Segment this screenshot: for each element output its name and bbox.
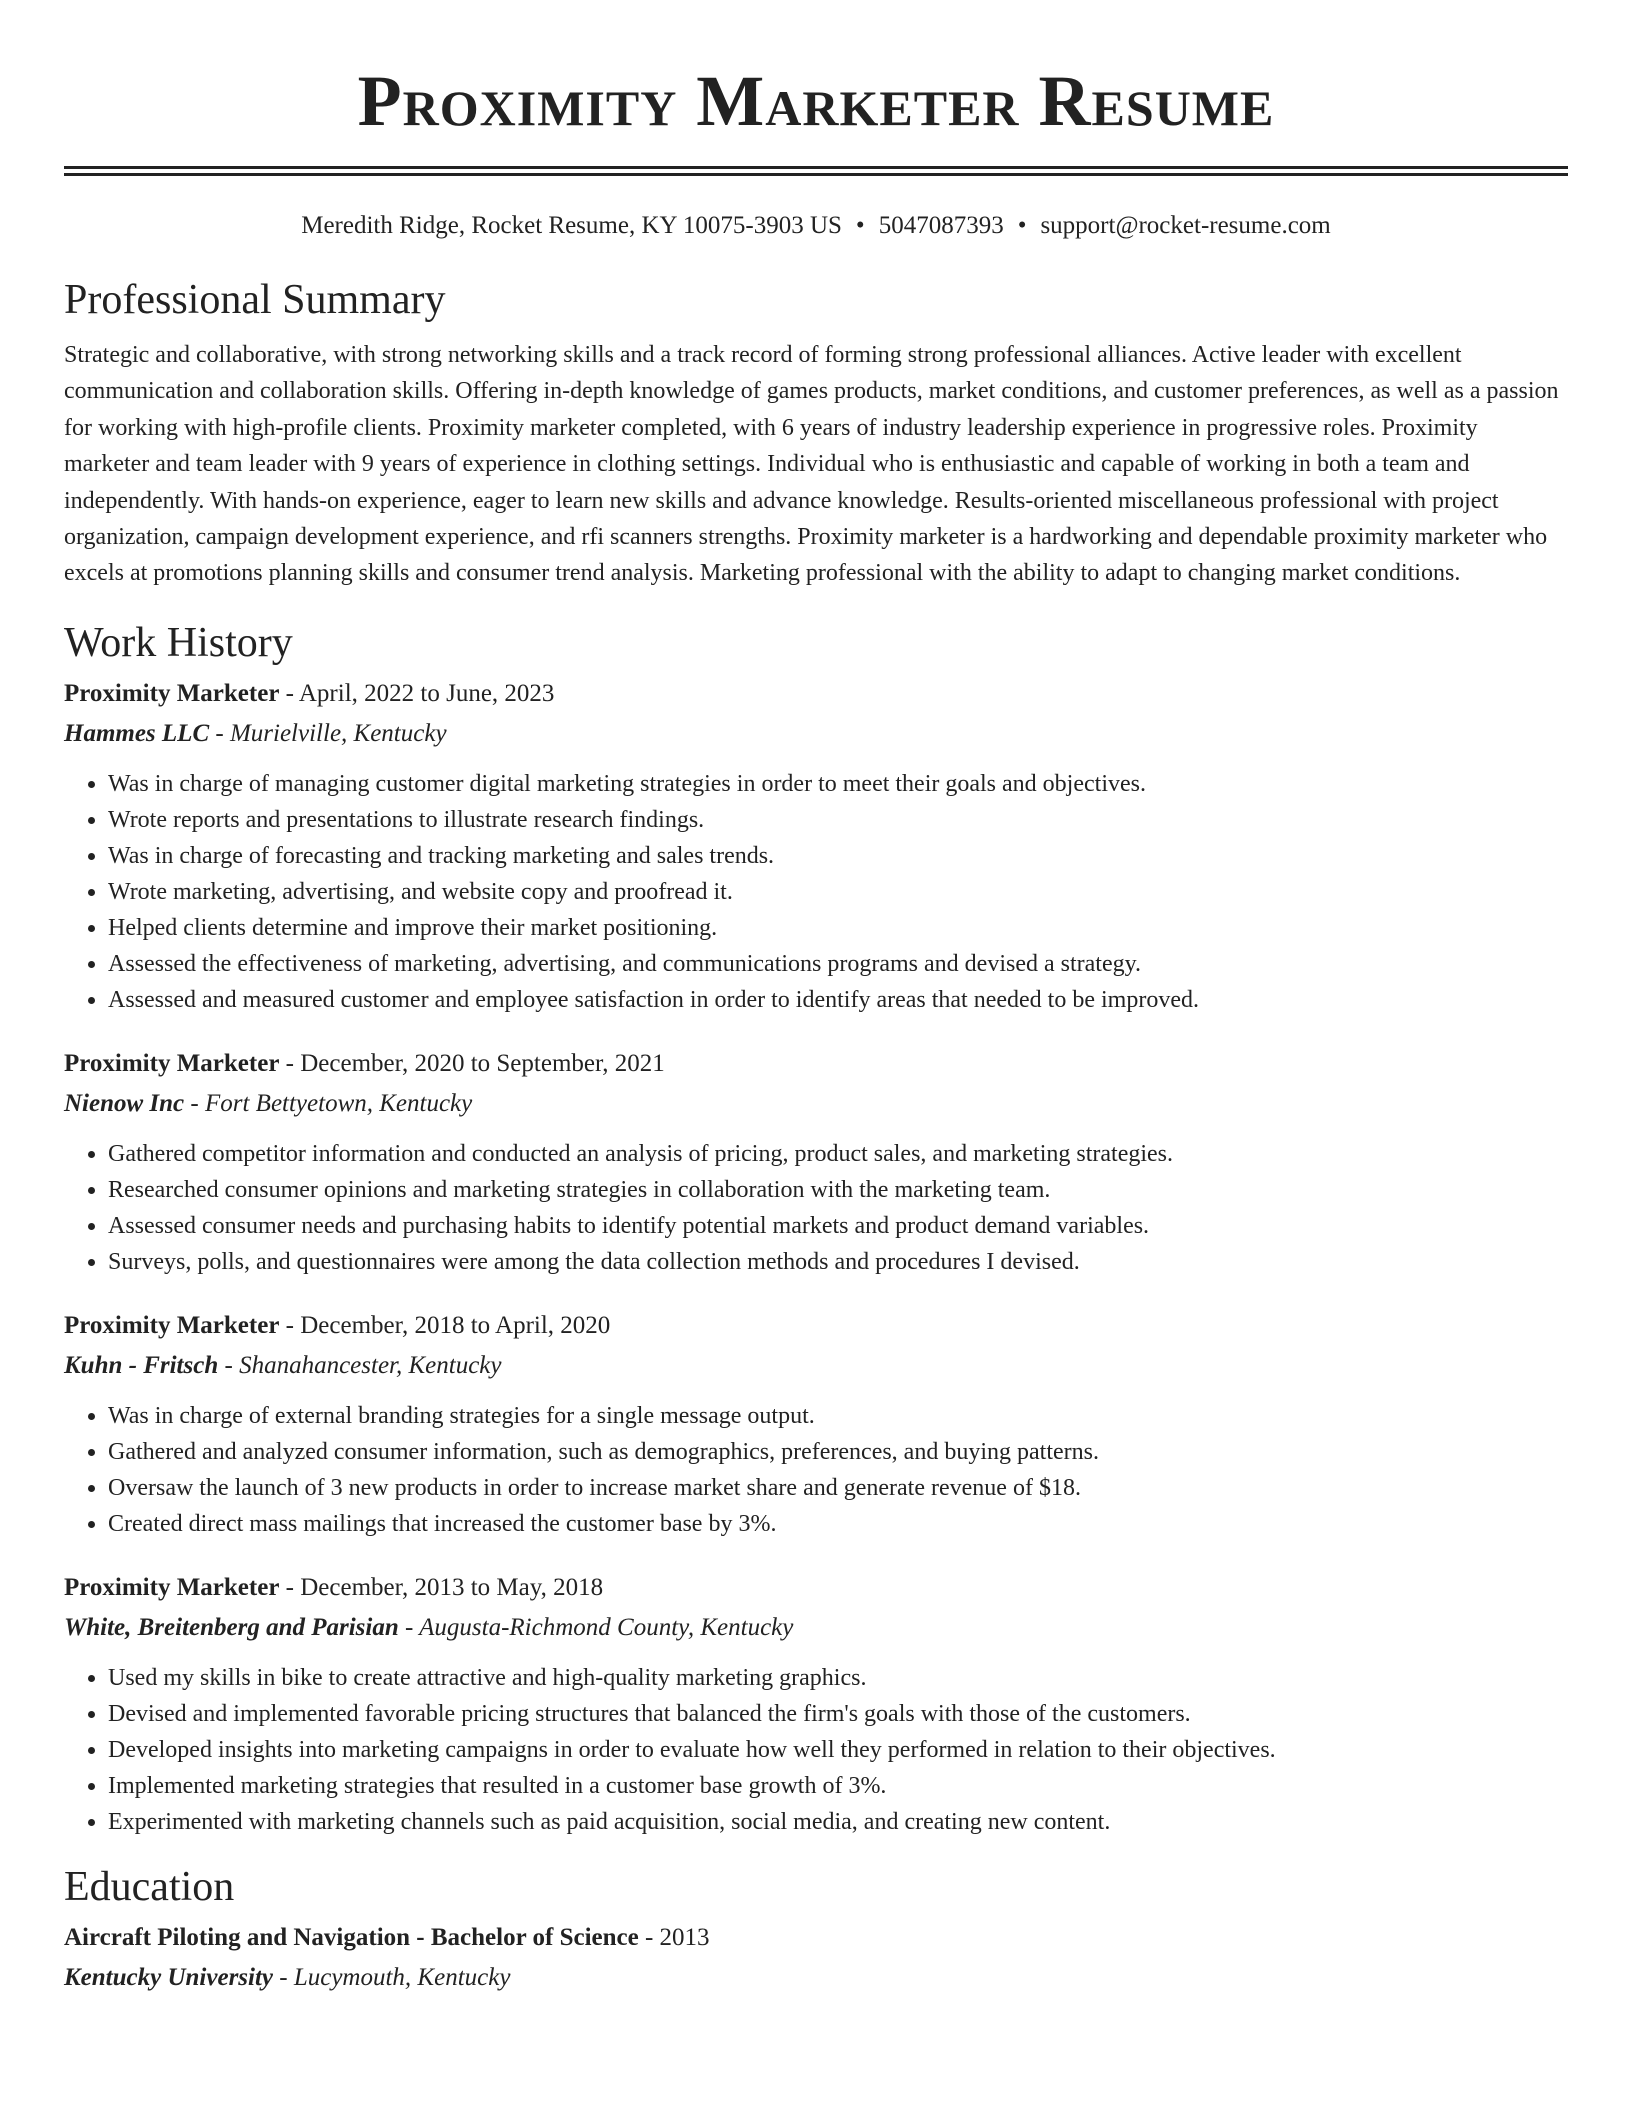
job-dates: - December, 2020 to September, 2021	[279, 1049, 665, 1077]
job-bullet: • Created direct mass mailings that increased the customer base by 3%.	[108, 1506, 1568, 1542]
education-heading: Education	[64, 1863, 235, 1910]
job-bullet: • Helped clients determine and improve their market positioning.	[108, 910, 1568, 946]
job-bullet: • Gathered competitor information and conducted an analysis of pricing, product sales, and marketing strategies.	[108, 1136, 1568, 1172]
job-bullet: • Assessed and measured customer and employee satisfaction in order to identify areas that needed to be improved.	[108, 982, 1568, 1018]
job-company-line	[64, 1084, 1568, 1124]
contact-line	[64, 210, 1568, 242]
job-location: - Fort Bettyetown, Kentucky	[184, 1089, 473, 1117]
job-bullet: • Wrote marketing, advertising, and website copy and proofread it.	[108, 874, 1568, 910]
summary-text: Strategic and collaborative, with strong networking skills and a track record of forming strong professional alliances. Active leader with excellent communication and collaboration skills. Offering in-depth knowledge of games products, market conditions, and customer preferences, as well as a passion for working with high-profile clients. Proximity marketer completed, with 6 years of industry leadership experience in progressive roles. Proximity marketer and team leader with 9 years of experience in clothing settings. Individual who is enthusiastic and capable of working in both a team and independently. With hands-on experience, eager to learn new skills and advance knowledge. Results-oriented miscellaneous professional with project organization, campaign development experience, and rfi scanners strengths. Proximity marketer is a hardworking and dependable proximity marketer who excels at promotions planning skills and consumer trend analysis. Marketing professional with the ability to adapt to changing market conditions.	[64, 342, 1559, 587]
job-bullet: • Developed insights into marketing campaigns in order to evaluate how well they performed in relation to their objectives.	[108, 1732, 1568, 1768]
contact-email: support@rocket-resume.com	[1040, 212, 1331, 239]
job-bullet: • Was in charge of managing customer digital marketing strategies in order to meet their goals and objectives.	[108, 766, 1568, 802]
education-location: - Lucymouth, Kentucky	[273, 1963, 511, 1991]
job-heading	[64, 1306, 1568, 1346]
job-company: Kuhn - Fritsch	[64, 1351, 219, 1379]
job-entry	[64, 674, 1568, 1018]
job-title: Proximity Marketer	[64, 1573, 280, 1601]
job-company: Hammes LLC	[64, 719, 210, 747]
job-dates: - December, 2013 to May, 2018	[279, 1573, 604, 1601]
job-bullet: • Experimented with marketing channels such as paid acquisition, social media, and creating new content.	[108, 1804, 1568, 1840]
job-bullets	[64, 766, 1568, 1018]
education-entry	[64, 1918, 1568, 1998]
job-heading	[64, 1568, 1568, 1608]
job-heading	[64, 674, 1568, 714]
education-school-line	[64, 1958, 1568, 1998]
job-bullets	[64, 1136, 1568, 1280]
job-bullets	[64, 1660, 1568, 1840]
job-bullet: • Used my skills in bike to create attractive and high-quality marketing graphics.	[108, 1660, 1568, 1696]
job-company-line	[64, 714, 1568, 754]
summary-heading: Professional Summary	[64, 277, 446, 323]
job-bullet: • Was in charge of forecasting and tracking marketing and sales trends.	[108, 838, 1568, 874]
job-entry	[64, 1306, 1568, 1542]
contact-phone: 5047087393	[878, 212, 1004, 239]
job-title: Proximity Marketer	[64, 679, 280, 707]
job-company-line	[64, 1608, 1568, 1648]
job-bullet: • Assessed consumer needs and purchasing habits to identify potential markets and product demand variables.	[108, 1208, 1568, 1244]
job-location: - Shanahancester, Kentucky	[218, 1351, 502, 1379]
job-company-line	[64, 1346, 1568, 1386]
job-heading	[64, 1044, 1568, 1084]
job-bullet: • Implemented marketing strategies that resulted in a customer base growth of 3%.	[108, 1768, 1568, 1804]
job-bullet: • Wrote reports and presentations to illustrate research findings.	[108, 802, 1568, 838]
education-degree-line	[64, 1918, 1568, 1958]
job-dates: - December, 2018 to April, 2020	[279, 1311, 611, 1339]
job-bullet: • Was in charge of external branding strategies for a single message output.	[108, 1398, 1568, 1434]
job-company: White, Breitenberg and Parisian	[64, 1613, 399, 1641]
job-bullet: • Oversaw the launch of 3 new products in order to increase market share and generate revenue of $18.	[108, 1470, 1568, 1506]
job-bullet: • Gathered and analyzed consumer information, such as demographics, preferences, and buying patterns.	[108, 1434, 1568, 1470]
job-dates: - April, 2022 to June, 2023	[279, 679, 555, 707]
contact-separator: •	[855, 212, 865, 239]
education-degree: Aircraft Piloting and Navigation - Bachelor of Science	[64, 1923, 639, 1951]
resume-title: Proximity Marketer Resume	[357, 61, 1275, 141]
contact-address: Meredith Ridge, Rocket Resume, KY 10075-3903 US	[301, 212, 842, 239]
job-entry	[64, 1044, 1568, 1280]
education-year: - 2013	[638, 1923, 710, 1951]
job-location: - Augusta-Richmond County, Kentucky	[398, 1613, 794, 1641]
job-bullet: • Assessed the effectiveness of marketing, advertising, and communications programs and devised a strategy.	[108, 946, 1568, 982]
job-company: Nienow Inc	[64, 1089, 185, 1117]
contact-separator: •	[1017, 212, 1027, 239]
job-bullet: • Devised and implemented favorable pricing structures that balanced the firm's goals with those of the customers.	[108, 1696, 1568, 1732]
job-bullets	[64, 1398, 1568, 1542]
job-bullet: • Surveys, polls, and questionnaires were among the data collection methods and procedures I devised.	[108, 1244, 1568, 1280]
job-entry	[64, 1568, 1568, 1840]
job-location: - Murielville, Kentucky	[209, 719, 447, 747]
work-history-heading: Work History	[64, 619, 293, 666]
job-title: Proximity Marketer	[64, 1049, 280, 1077]
job-bullet: • Researched consumer opinions and marketing strategies in collaboration with the marketing team.	[108, 1172, 1568, 1208]
education-school: Kentucky University	[64, 1963, 274, 1991]
job-title: Proximity Marketer	[64, 1311, 280, 1339]
title-double-rule	[64, 166, 1568, 176]
